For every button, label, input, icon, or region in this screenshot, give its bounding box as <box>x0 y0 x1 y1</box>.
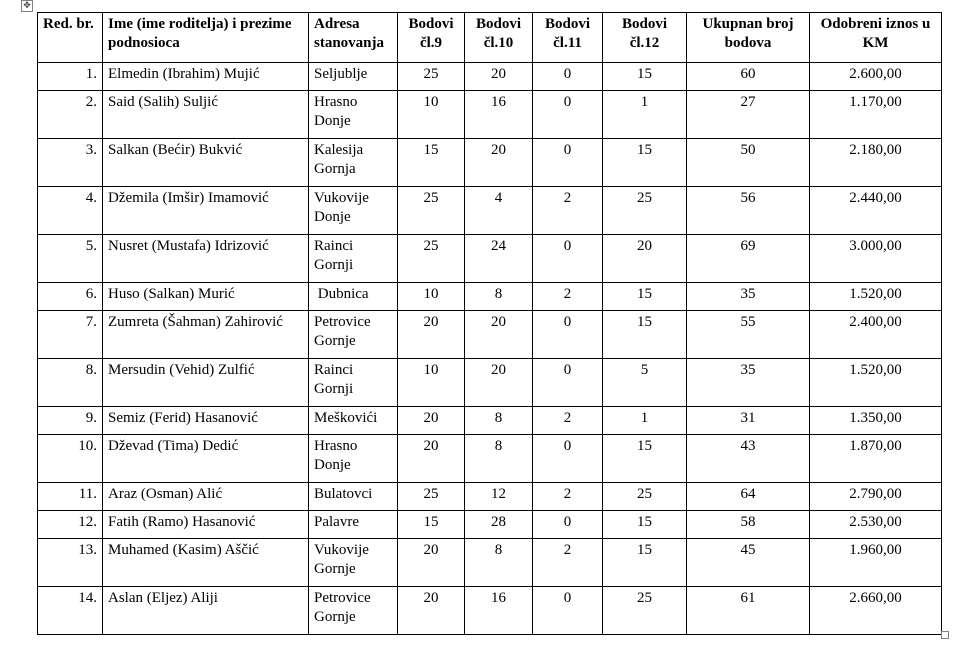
cell-total: 69 <box>687 235 810 283</box>
cell-rb: 8. <box>38 359 103 407</box>
cell-amount: 2.440,00 <box>810 187 942 235</box>
cell-rb: 6. <box>38 283 103 311</box>
cell-points-12: 25 <box>603 483 687 511</box>
header-name: Ime (ime roditelja) i prezime podnosioca <box>103 13 309 63</box>
cell-points-11: 2 <box>533 539 603 587</box>
cell-rb: 4. <box>38 187 103 235</box>
cell-amount: 1.960,00 <box>810 539 942 587</box>
table-row <box>38 311 942 359</box>
cell-points-12: 15 <box>603 311 687 359</box>
cell-points-10: 8 <box>465 407 533 435</box>
cell-points-9: 15 <box>398 511 465 539</box>
cell-total: 58 <box>687 511 810 539</box>
cell-points-9: 20 <box>398 435 465 483</box>
cell-points-12: 1 <box>603 407 687 435</box>
cell-name: Elmedin (Ibrahim) Mujić <box>103 63 309 91</box>
table-row <box>38 539 942 587</box>
cell-points-11: 0 <box>533 587 603 635</box>
cell-address: Petrovice Gornje <box>309 587 398 635</box>
cell-total: 35 <box>687 283 810 311</box>
cell-points-9: 20 <box>398 539 465 587</box>
cell-address: Meškovići <box>309 407 398 435</box>
cell-rb: 9. <box>38 407 103 435</box>
cell-points-12: 25 <box>603 587 687 635</box>
cell-total: 35 <box>687 359 810 407</box>
cell-points-10: 28 <box>465 511 533 539</box>
cell-points-9: 10 <box>398 283 465 311</box>
cell-points-9: 10 <box>398 91 465 139</box>
cell-rb: 14. <box>38 587 103 635</box>
table-resize-handle[interactable] <box>941 631 949 639</box>
cell-points-10: 8 <box>465 435 533 483</box>
cell-points-12: 5 <box>603 359 687 407</box>
cell-points-11: 0 <box>533 235 603 283</box>
cell-amount: 2.530,00 <box>810 511 942 539</box>
table-row <box>38 91 942 139</box>
table-row <box>38 139 942 187</box>
cell-points-10: 16 <box>465 587 533 635</box>
cell-address: Rainci Gornji <box>309 359 398 407</box>
table-move-handle[interactable]: ✥ <box>21 0 33 12</box>
cell-points-11: 2 <box>533 483 603 511</box>
cell-rb: 1. <box>38 63 103 91</box>
header-points-9: Bodovi čl.9 <box>398 13 465 63</box>
cell-points-11: 0 <box>533 91 603 139</box>
cell-rb: 5. <box>38 235 103 283</box>
cell-points-12: 15 <box>603 63 687 91</box>
header-total: Ukupnan broj bodova <box>687 13 810 63</box>
cell-points-12: 15 <box>603 139 687 187</box>
cell-points-10: 20 <box>465 359 533 407</box>
cell-points-12: 25 <box>603 187 687 235</box>
cell-rb: 13. <box>38 539 103 587</box>
cell-points-11: 0 <box>533 139 603 187</box>
cell-amount: 1.170,00 <box>810 91 942 139</box>
cell-address: Rainci Gornji <box>309 235 398 283</box>
cell-points-9: 25 <box>398 187 465 235</box>
cell-points-10: 20 <box>465 63 533 91</box>
cell-amount: 2.180,00 <box>810 139 942 187</box>
cell-amount: 3.000,00 <box>810 235 942 283</box>
cell-points-9: 20 <box>398 311 465 359</box>
cell-total: 55 <box>687 311 810 359</box>
table-row <box>38 283 942 311</box>
header-address: Adresa stanovanja <box>309 13 398 63</box>
cell-name: Aslan (Eljez) Aliji <box>103 587 309 635</box>
cell-address: Vukovije Gornje <box>309 539 398 587</box>
header-points-10: Bodovi čl.10 <box>465 13 533 63</box>
cell-total: 50 <box>687 139 810 187</box>
table-row <box>38 63 942 91</box>
cell-name: Semiz (Ferid) Hasanović <box>103 407 309 435</box>
cell-total: 61 <box>687 587 810 635</box>
table-row <box>38 235 942 283</box>
cell-points-9: 15 <box>398 139 465 187</box>
cell-points-12: 15 <box>603 435 687 483</box>
cell-points-10: 24 <box>465 235 533 283</box>
cell-points-10: 12 <box>465 483 533 511</box>
cell-rb: 7. <box>38 311 103 359</box>
cell-address: Seljublje <box>309 63 398 91</box>
table-row <box>38 187 942 235</box>
cell-amount: 1.870,00 <box>810 435 942 483</box>
cell-points-10: 20 <box>465 311 533 359</box>
cell-points-11: 0 <box>533 311 603 359</box>
header-rb: Red. br. <box>38 13 103 63</box>
cell-amount: 2.400,00 <box>810 311 942 359</box>
cell-points-12: 15 <box>603 511 687 539</box>
cell-points-12: 20 <box>603 235 687 283</box>
cell-address: Palavre <box>309 511 398 539</box>
cell-points-10: 16 <box>465 91 533 139</box>
cell-total: 64 <box>687 483 810 511</box>
cell-rb: 3. <box>38 139 103 187</box>
cell-name: Huso (Salkan) Murić <box>103 283 309 311</box>
header-amount: Odobreni iznos u KM <box>810 13 942 63</box>
cell-points-11: 2 <box>533 407 603 435</box>
cell-name: Fatih (Ramo) Hasanović <box>103 511 309 539</box>
cell-amount: 1.520,00 <box>810 359 942 407</box>
cell-name: Nusret (Mustafa) Idrizović <box>103 235 309 283</box>
table-row <box>38 483 942 511</box>
cell-rb: 2. <box>38 91 103 139</box>
cell-total: 45 <box>687 539 810 587</box>
table-row <box>38 435 942 483</box>
cell-name: Mersudin (Vehid) Zulfić <box>103 359 309 407</box>
cell-points-11: 0 <box>533 63 603 91</box>
cell-rb: 12. <box>38 511 103 539</box>
cell-points-12: 1 <box>603 91 687 139</box>
cell-points-11: 0 <box>533 359 603 407</box>
cell-amount: 1.520,00 <box>810 283 942 311</box>
cell-amount: 2.600,00 <box>810 63 942 91</box>
cell-address: Petrovice Gornje <box>309 311 398 359</box>
cell-name: Araz (Osman) Alić <box>103 483 309 511</box>
cell-name: Muhamed (Kasim) Aščić <box>103 539 309 587</box>
cell-amount: 1.350,00 <box>810 407 942 435</box>
cell-address: Hrasno Donje <box>309 91 398 139</box>
cell-name: Dževad (Tima) Dedić <box>103 435 309 483</box>
cell-address: Bulatovci <box>309 483 398 511</box>
header-points-11: Bodovi čl.11 <box>533 13 603 63</box>
table-row <box>38 359 942 407</box>
cell-amount: 2.660,00 <box>810 587 942 635</box>
table-row <box>38 587 942 635</box>
cell-total: 60 <box>687 63 810 91</box>
cell-amount: 2.790,00 <box>810 483 942 511</box>
cell-address: Hrasno Donje <box>309 435 398 483</box>
cell-rb: 10. <box>38 435 103 483</box>
cell-total: 43 <box>687 435 810 483</box>
cell-total: 56 <box>687 187 810 235</box>
cell-points-9: 10 <box>398 359 465 407</box>
cell-points-12: 15 <box>603 283 687 311</box>
cell-points-10: 4 <box>465 187 533 235</box>
cell-points-11: 2 <box>533 187 603 235</box>
cell-name: Said (Salih) Suljić <box>103 91 309 139</box>
cell-name: Zumreta (Šahman) Zahirović <box>103 311 309 359</box>
header-row <box>38 13 942 63</box>
cell-points-9: 20 <box>398 407 465 435</box>
cell-points-9: 25 <box>398 483 465 511</box>
table-row <box>38 511 942 539</box>
cell-points-9: 25 <box>398 63 465 91</box>
table-row <box>38 407 942 435</box>
cell-name: Džemila (Imšir) Imamović <box>103 187 309 235</box>
cell-points-11: 0 <box>533 435 603 483</box>
cell-total: 31 <box>687 407 810 435</box>
cell-points-12: 15 <box>603 539 687 587</box>
cell-address: Kalesija Gornja <box>309 139 398 187</box>
cell-points-9: 25 <box>398 235 465 283</box>
cell-points-9: 20 <box>398 587 465 635</box>
cell-rb: 11. <box>38 483 103 511</box>
cell-points-11: 0 <box>533 511 603 539</box>
cell-points-10: 8 <box>465 283 533 311</box>
cell-name: Salkan (Bećir) Bukvić <box>103 139 309 187</box>
applicants-table <box>37 12 942 635</box>
cell-points-10: 8 <box>465 539 533 587</box>
cell-points-11: 2 <box>533 283 603 311</box>
cell-address: Vukovije Donje <box>309 187 398 235</box>
cell-total: 27 <box>687 91 810 139</box>
cell-address: Dubnica <box>309 283 398 311</box>
cell-points-10: 20 <box>465 139 533 187</box>
header-points-12: Bodovi čl.12 <box>603 13 687 63</box>
